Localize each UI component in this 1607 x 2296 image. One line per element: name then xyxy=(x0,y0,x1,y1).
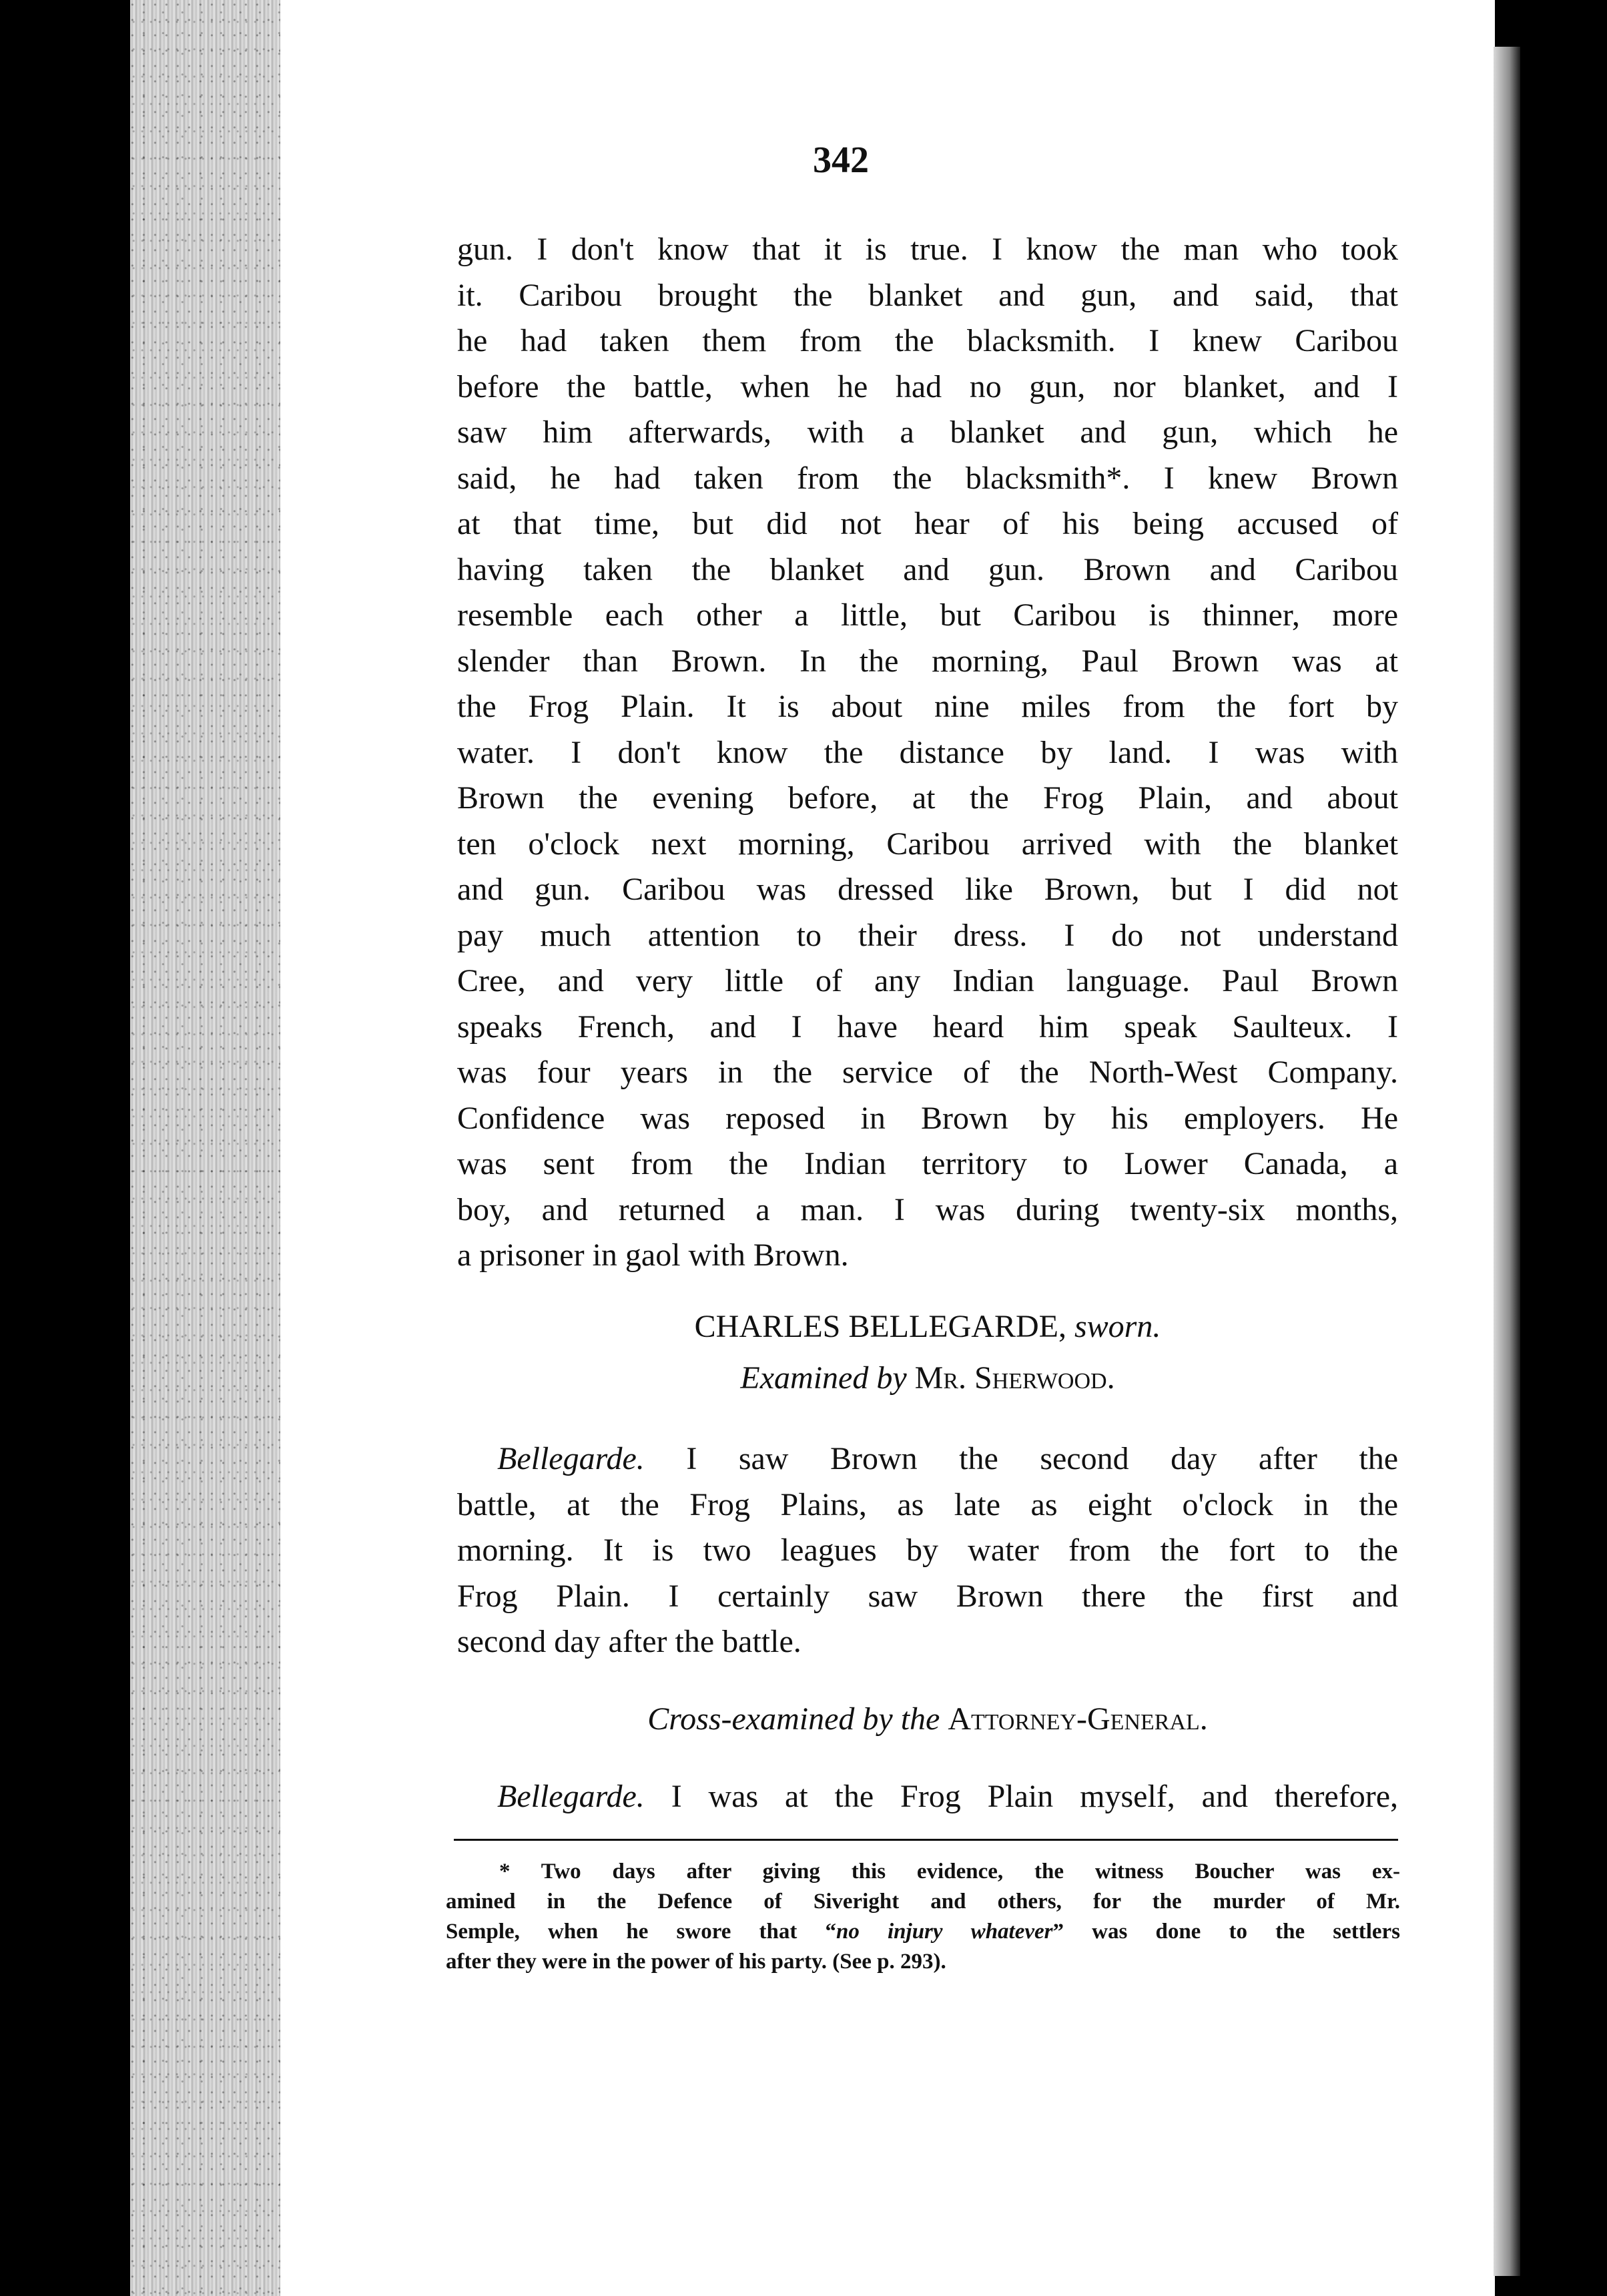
body-line: slender than Brown. In the morning, Paul Brown was at xyxy=(457,643,1398,679)
body-line: pay much attention to their dress. I do not understand xyxy=(457,917,1398,953)
body-line: and gun. Caribou was dressed like Brown, but I did not xyxy=(457,872,1398,907)
body-line: was sent from the Indian territory to Lower Canada, a xyxy=(457,1146,1398,1181)
body-line: gun. I don't know that it is true. I know the man who took xyxy=(457,232,1398,267)
testimony-line: Frog Plain. I certainly saw Brown there the first and xyxy=(457,1578,1398,1614)
bellegarde-testimony xyxy=(457,1436,1398,1665)
cross-examiner-name: Attorney-General. xyxy=(948,1701,1208,1737)
body-line: a prisoner in gaol with Brown. xyxy=(457,1237,849,1273)
body-line: having taken the blanket and gun. Brown and Caribou xyxy=(457,551,1398,587)
body-line: boy, and returned a man. I was during twenty-six months, xyxy=(457,1191,1398,1227)
witness-heading xyxy=(457,1308,1398,1345)
cross-testimony-line xyxy=(457,1774,1398,1820)
testimony-first-line xyxy=(457,1436,1398,1482)
body-line: water. I don't know the distance by land. I was with xyxy=(457,734,1398,770)
footnote-rule xyxy=(454,1839,1398,1841)
body-line: speaks French, and I have heard him speak Saulteux. I xyxy=(457,1009,1398,1045)
footnote-line: amined in the Defence of Siveright and others, for the murder of Mr. xyxy=(446,1890,1400,1914)
footnote-quote: no injury whatever xyxy=(836,1920,1053,1944)
footnote-line: after they were in the power of his party. (See p. 293). xyxy=(446,1950,946,1974)
footnote-line xyxy=(446,1917,1400,1947)
body-line: said, he had taken from the blacksmith*. I knew Brown xyxy=(457,460,1398,496)
cross-testimony-text: I was at the Frog Plain myself, and therefore, xyxy=(671,1779,1399,1814)
body-line: Confidence was reposed in Brown by his employers. He xyxy=(457,1100,1398,1136)
cross-speaker-label: Bellegarde. xyxy=(497,1779,645,1814)
testimony-text: I saw Brown the second day after the xyxy=(686,1441,1398,1476)
body-line: resemble each other a little, but Caribou is thinner, more xyxy=(457,597,1398,633)
body-line: was four years in the service of the North-West Company. xyxy=(457,1055,1398,1090)
footnote xyxy=(446,1857,1400,1977)
witness-name: CHARLES BELLEGARDE, xyxy=(694,1309,1066,1344)
examined-heading xyxy=(457,1360,1398,1396)
page-number: 342 xyxy=(813,139,869,181)
cross-examined-label: Cross-examined by the xyxy=(647,1701,940,1737)
body-paragraph xyxy=(457,227,1398,1279)
testimony-line: morning. It is two leagues by water from the fort to the xyxy=(457,1532,1398,1568)
body-line: before the battle, when he had no gun, nor blanket, and I xyxy=(457,368,1398,404)
page-edge-speckle xyxy=(130,0,280,2296)
footnote-line: * Two days after giving this evidence, the witness Boucher was ex- xyxy=(499,1859,1400,1884)
body-line: Brown the evening before, at the Frog Plain, and about xyxy=(457,780,1398,816)
cross-examined-heading xyxy=(457,1701,1398,1737)
cross-testimony xyxy=(457,1774,1398,1820)
body-line: he had taken them from the blacksmith. I knew Caribou xyxy=(457,323,1398,358)
body-line: saw him afterwards, with a blanket and gun, which he xyxy=(457,414,1398,450)
examined-by-label: Examined by xyxy=(740,1360,907,1396)
body-line: ten o'clock next morning, Caribou arrived with the blanket xyxy=(457,826,1398,862)
testimony-line: battle, at the Frog Plains, as late as eight o'clock in the xyxy=(457,1486,1398,1522)
speaker-label: Bellegarde. xyxy=(497,1441,645,1476)
witness-sworn: sworn. xyxy=(1074,1309,1161,1344)
body-line: Cree, and very little of any Indian language. Paul Brown xyxy=(457,963,1398,998)
examiner-name: Mr. Sherwood. xyxy=(914,1360,1115,1396)
testimony-line: second day after the battle. xyxy=(457,1624,801,1659)
body-line: it. Caribou brought the blanket and gun, and said, that xyxy=(457,277,1398,313)
footnote-text: ” was done to the settlers xyxy=(1052,1920,1401,1944)
right-page-shadow xyxy=(1494,47,1520,2276)
body-line: the Frog Plain. It is about nine miles from the fort by xyxy=(457,689,1398,724)
body-line: at that time, but did not hear of his being accused of xyxy=(457,506,1398,541)
footnote-text: Semple, when he swore that “ xyxy=(446,1920,837,1944)
